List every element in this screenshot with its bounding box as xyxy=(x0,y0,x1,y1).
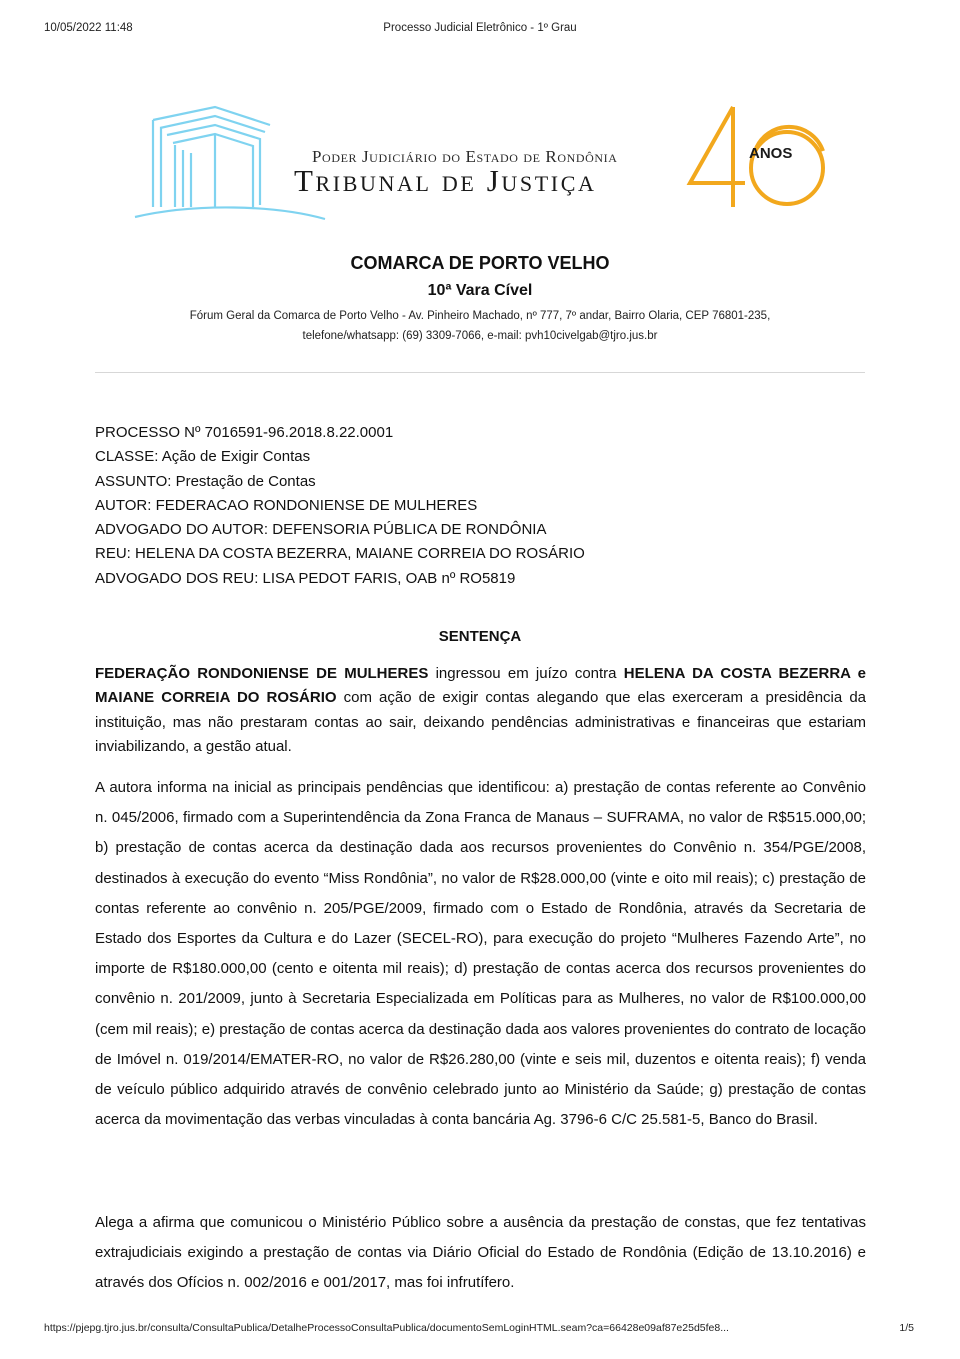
sentence-paragraph-1: FEDERAÇÃO RONDONIENSE DE MULHERES ingressou em juízo contra HELENA DA COSTA BEZERRA e MAIANE CORREIA DO ROSÁRIO com ação de exigir contas alegando que elas exerceram a presidência da instituição, mas não prestaram contas ao sair, deixando pendências administrativas e financeiras que estariam inviabilizando, a gestão atual. xyxy=(95,665,866,755)
header-divider xyxy=(95,372,865,373)
vara-title: 10ª Vara Cível xyxy=(427,282,533,299)
document-url[interactable]: https://pjepg.tjro.jus.br/consulta/ConsultaPublica/DetalheProcessoConsultaPublica/documentoSemLoginHTML.seam?ca=66428e09af87e25d5fe8... xyxy=(44,1322,729,1334)
sentence-heading: SENTENÇA xyxy=(438,628,522,645)
case-plaintiff-lawyer: ADVOGADO DO AUTOR: DEFENSORIA PÚBLICA DE RONDÔNIA xyxy=(95,521,547,539)
print-title: Processo Judicial Eletrônico - 1º Grau xyxy=(383,22,577,34)
case-class: CLASSE: Ação de Exigir Contas xyxy=(95,448,311,466)
page-number: 1/5 xyxy=(899,1322,914,1334)
case-plaintiff: AUTOR: FEDERACAO RONDONIENSE DE MULHERES xyxy=(95,496,478,514)
print-footer xyxy=(44,1322,916,1338)
print-header xyxy=(44,22,916,38)
comarca-title: COMARCA DE PORTO VELHO xyxy=(350,253,610,273)
case-metadata xyxy=(95,421,865,591)
case-number: PROCESSO Nº 7016591-96.2018.8.22.0001 xyxy=(95,424,394,441)
print-datetime: 10/05/2022 11:48 xyxy=(44,22,133,34)
logo-line-2: Tribunal de Justiça xyxy=(294,163,597,198)
address-line-1: Fórum Geral da Comarca de Porto Velho - Av. Pinheiro Machado, nº 777, 7º andar, Bairro Olaria, CEP 76801-235, xyxy=(189,310,771,322)
address-line-2: telefone/whatsapp: (69) 3309-7066, e-mail: pvh10civelgab@tjro.jus.br xyxy=(302,330,658,342)
case-subject: ASSUNTO: Prestação de Contas xyxy=(95,472,316,490)
plaintiff-name: FEDERAÇÃO RONDONIENSE DE MULHERES xyxy=(95,665,429,682)
case-defendant: REU: HELENA DA COSTA BEZERRA, MAIANE CORREIA DO ROSÁRIO xyxy=(95,545,585,563)
court-address xyxy=(0,306,960,346)
logo-anos: ANOS xyxy=(749,145,793,162)
sentence-paragraph-3: Alega a afirma que comunicou o Ministério Público sobre a ausência da prestação de constas, que fez tentativas extrajudiciais exigindo a prestação de contas via Diário Oficial do Estado de Rondônia (Edição de 13.10.2016) e através dos Ofícios n. 002/2016 e 001/2017, mas foi infrutífero. xyxy=(95,1214,866,1291)
logo-line-1: Poder Judiciário do Estado de Rondônia xyxy=(312,147,618,166)
case-defendant-lawyer: ADVOGADO DOS REU: LISA PEDOT FARIS, OAB nº RO5819 xyxy=(95,569,516,587)
sentence-paragraph-2: A autora informa na inicial as principais pendências que identificou: a) prestação de contas referente ao Convênio n. 045/2006, firmado com a Superintendência da Zona Franca de Manaus – SUFRAMA, no valor de R$515.000,00; b) prestação de contas acerca da destinação dada aos recursos provenientes do Convênio n. 354/PGE/2008, destinados à execução do evento “Miss Rondônia”, no valor de R$28.000,00 (vinte e oito mil reais); c) prestação de contas referente ao convênio n. 205/PGE/2009, firmado com o Estado de Rondônia, através da Secretaria de Estado dos Esportes da Cultura e do Lazer (SECEL-RO), para execução do projeto “Mulheres Fazendo Arte”, no importe de R$180.000,00 (cento e oitenta mil reais); d) prestação de contas acerca dos recursos provenientes do convênio n. 201/2009, junto à Secretaria Especializada em Políticas para as Mulheres, no valor de R$100.000,00 (cem mil reais); e) prestação de contas acerca da destinação dada aos valores provenientes do contrato de locação de Imóvel n. 019/2014/EMATER-RO, no valor de R$26.280,00 (vinte e seis mil, duzentos e oitenta reais); f) venda de veículo público adquirido através de convênio celebrado junto ao Ministério da Saúde; g) prestação de contas acerca da movimentação das verbas vinculadas à conta bancária Ag. 3796-6 C/C 25.581-5, Banco do Brasil. xyxy=(95,779,866,1129)
defendant-names: HELENA DA COSTA BEZERRA e MAIANE CORREIA DO ROSÁRIO xyxy=(95,665,866,707)
